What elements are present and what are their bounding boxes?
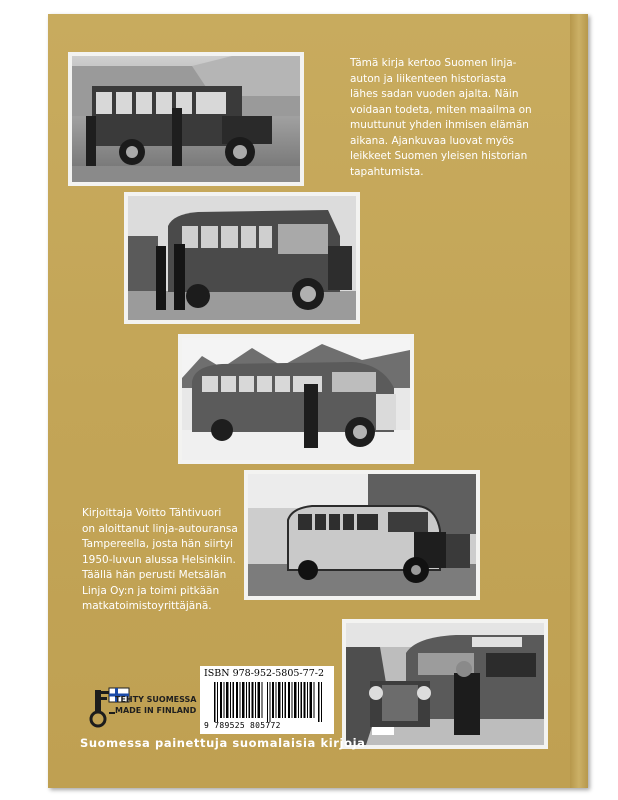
made-in-finland-text	[115, 694, 197, 716]
photo-early-bus	[68, 52, 304, 186]
blurb-line: leikkeet Suomen yleisen historian	[350, 150, 528, 162]
blurb-line: tapahtumista.	[350, 165, 424, 178]
isbn-barcode	[200, 666, 334, 734]
photo-bus-front-with-man	[342, 619, 548, 749]
isbn-label: ISBN 978-952-5805-77-2	[204, 668, 324, 679]
book-spine	[570, 14, 588, 788]
blurb-line: auton ja liikenteen historiasta	[350, 72, 507, 85]
blurb-line: aikana. Ajankuvaa luovat myös	[350, 134, 514, 147]
blurb-author	[82, 506, 238, 615]
blurb-line: lähes sadan vuoden ajalta. Näin	[350, 88, 519, 100]
blurb-line: Täällä hän perusti Metsälän	[82, 569, 227, 581]
blurb-line: Tämä kirja kertoo Suomen linja-	[350, 57, 517, 69]
footer-slogan: Suomessa painettuja suomalaisia kirjoja	[80, 736, 366, 750]
blurb-line: matkatoimistoyrittäjänä.	[82, 600, 212, 612]
blurb-line: muuttunut yhden ihmisen elämän	[350, 119, 529, 131]
blurb-line: voidaan todeta, miten maailma on	[350, 103, 532, 116]
made-in-line-2: MADE IN FINLAND	[115, 706, 197, 715]
photo-bus-in-snow	[178, 334, 414, 464]
blurb-line: Kirjoittaja Voitto Tähtivuori	[82, 507, 222, 519]
barcode-bars	[214, 682, 324, 722]
photo-bus-two-drivers	[124, 192, 360, 324]
blurb-line: on aloittanut linja-autouransa	[82, 522, 238, 535]
photo-bus-on-street	[244, 470, 480, 600]
blurb-line: Tampereella, josta hän siirtyi	[82, 538, 234, 550]
blurb-line: 1950-luvun alussa Helsinkiin.	[82, 553, 236, 566]
blurb-book-description	[350, 56, 532, 180]
made-in-line-1: TEHTY SUOMESSA	[115, 695, 197, 704]
blurb-line: Linja Oy:n ja toimi pitkään	[82, 584, 220, 597]
barcode-number: 9 789525 805772	[204, 721, 281, 730]
